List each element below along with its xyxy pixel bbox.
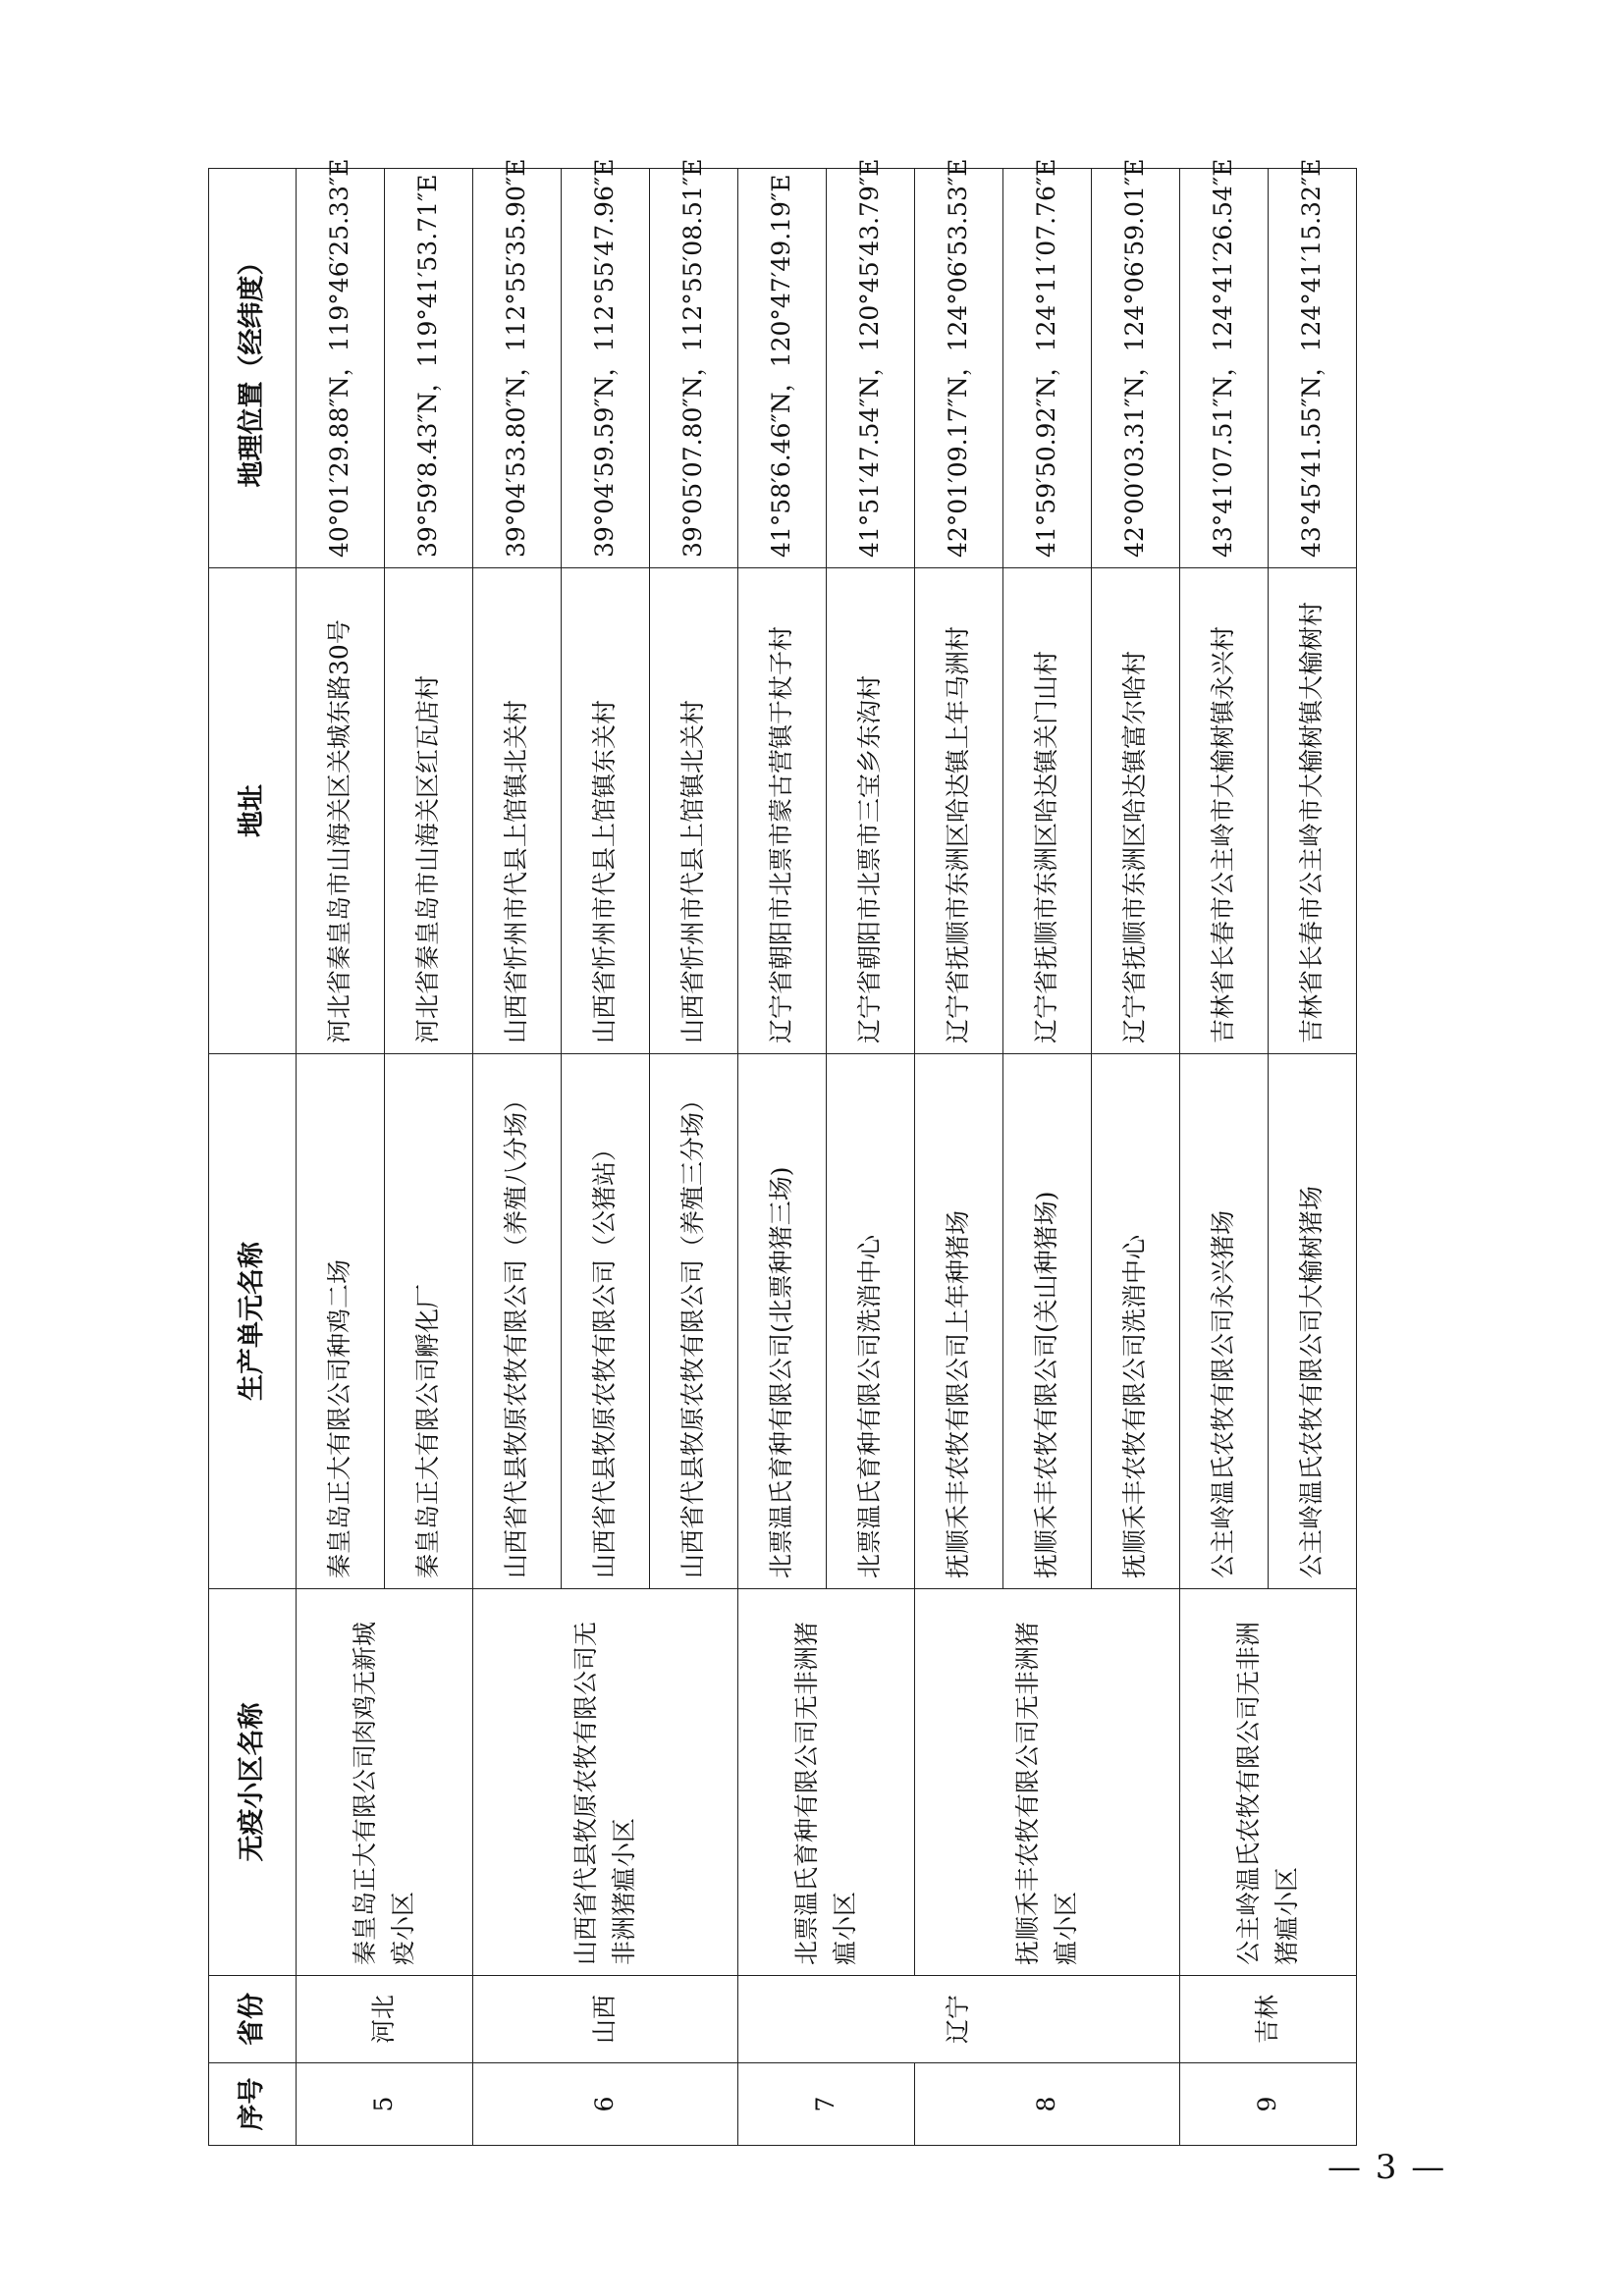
address-cell: 辽宁省朝阳市北票市三宝乡东沟村 bbox=[827, 568, 915, 1054]
header-zone-name: 无疫小区名称 bbox=[209, 1589, 297, 1976]
unit-name-cell: 公主岭温氏农牧有限公司大榆树猪场 bbox=[1269, 1054, 1357, 1589]
header-location: 地理位置（经纬度） bbox=[209, 169, 297, 568]
header-province: 省份 bbox=[209, 1976, 297, 2063]
unit-name-cell: 北票温氏育种有限公司洗消中心 bbox=[827, 1054, 915, 1589]
table-row bbox=[1180, 169, 1269, 2146]
zone-name-cell: 山西省代县牧原农牧有限公司无非洲猪瘟小区 bbox=[473, 1589, 738, 1976]
address-cell: 吉林省长春市公主岭市大榆树镇大榆树村 bbox=[1269, 568, 1357, 1054]
unit-name-cell: 山西省代县牧原农牧有限公司（养殖三分场） bbox=[650, 1054, 738, 1589]
location-cell: 42°00′03.31″N，124°06′59.01″E bbox=[1092, 169, 1180, 568]
address-cell: 山西省忻州市代县上馆镇北关村 bbox=[650, 568, 738, 1054]
seq-cell: 7 bbox=[738, 2063, 915, 2146]
location-cell: 40°01′29.88″N，119°46′25.33″E bbox=[297, 169, 385, 568]
location-cell: 39°05′07.80″N，112°55′08.51″E bbox=[650, 169, 738, 568]
location-cell: 41°59′50.92″N，124°11′07.76″E bbox=[1003, 169, 1092, 568]
address-cell: 辽宁省抚顺市东洲区哈达镇关门山村 bbox=[1003, 568, 1092, 1054]
address-cell: 山西省忻州市代县上馆镇东关村 bbox=[562, 568, 650, 1054]
header-unit-name: 生产单元名称 bbox=[209, 1054, 297, 1589]
address-cell: 山西省忻州市代县上馆镇北关村 bbox=[473, 568, 562, 1054]
province-cell: 河北 bbox=[297, 1976, 473, 2063]
address-cell: 辽宁省抚顺市东洲区哈达镇上年马洲村 bbox=[915, 568, 1003, 1054]
table-row bbox=[297, 169, 385, 2146]
unit-name-cell: 山西省代县牧原农牧有限公司（养殖八分场） bbox=[473, 1054, 562, 1589]
province-cell: 山西 bbox=[473, 1976, 738, 2063]
location-cell: 43°41′07.51″N，124°41′26.54″E bbox=[1180, 169, 1269, 568]
unit-name-cell: 秦皇岛正大有限公司孵化厂 bbox=[385, 1054, 473, 1589]
seq-cell: 5 bbox=[297, 2063, 473, 2146]
location-cell: 41°51′47.54″N，120°45′43.79″E bbox=[827, 169, 915, 568]
unit-name-cell: 抚顺禾丰农牧有限公司洗消中心 bbox=[1092, 1054, 1180, 1589]
unit-name-cell: 抚顺禾丰农牧有限公司(关山种猪场) bbox=[1003, 1054, 1092, 1589]
province-cell: 辽宁 bbox=[738, 1976, 1180, 2063]
location-cell: 41°58′6.46″N，120°47′49.19″E bbox=[738, 169, 827, 568]
rotated-table-wrapper bbox=[208, 158, 1357, 2146]
seq-cell: 8 bbox=[915, 2063, 1180, 2146]
address-cell: 河北省秦皇岛市山海关区关城东路30号 bbox=[297, 568, 385, 1054]
province-cell: 吉林 bbox=[1180, 1976, 1357, 2063]
table-header-row bbox=[209, 169, 297, 2146]
zone-name-cell: 秦皇岛正大有限公司肉鸡无新城疫小区 bbox=[297, 1589, 473, 1976]
unit-name-cell: 公主岭温氏农牧有限公司永兴猪场 bbox=[1180, 1054, 1269, 1589]
address-cell: 辽宁省抚顺市东洲区哈达镇富尔哈村 bbox=[1092, 568, 1180, 1054]
seq-cell: 6 bbox=[473, 2063, 738, 2146]
unit-name-cell: 秦皇岛正大有限公司种鸡二场 bbox=[297, 1054, 385, 1589]
header-seq: 序号 bbox=[209, 2063, 297, 2146]
address-cell: 辽宁省朝阳市北票市蒙古营镇于杖子村 bbox=[738, 568, 827, 1054]
address-cell: 吉林省长春市公主岭市大榆树镇永兴村 bbox=[1180, 568, 1269, 1054]
zone-name-cell: 公主岭温氏农牧有限公司无非洲猪瘟小区 bbox=[1180, 1589, 1357, 1976]
table-row bbox=[473, 169, 562, 2146]
location-cell: 39°04′59.59″N，112°55′47.96″E bbox=[562, 169, 650, 568]
table-row bbox=[738, 169, 827, 2146]
address-cell: 河北省秦皇岛市山海关区红瓦店村 bbox=[385, 568, 473, 1054]
location-cell: 39°04′53.80″N，112°55′35.90″E bbox=[473, 169, 562, 568]
page-number: — 3 — bbox=[1327, 2148, 1447, 2187]
unit-name-cell: 北票温氏育种有限公司(北票种猪三场) bbox=[738, 1054, 827, 1589]
disease-free-zone-table bbox=[208, 158, 1357, 2146]
location-cell: 39°59′8.43″N，119°41′53.71″E bbox=[385, 169, 473, 568]
unit-name-cell: 山西省代县牧原农牧有限公司（公猪站） bbox=[562, 1054, 650, 1589]
zone-name-cell: 北票温氏育种有限公司无非洲猪瘟小区 bbox=[738, 1589, 915, 1976]
seq-cell: 9 bbox=[1180, 2063, 1357, 2146]
table-row bbox=[915, 169, 1003, 2146]
location-cell: 43°45′41.55″N，124°41′15.32″E bbox=[1269, 169, 1357, 568]
header-address: 地址 bbox=[209, 568, 297, 1054]
zone-name-cell: 抚顺禾丰农牧有限公司无非洲猪瘟小区 bbox=[915, 1589, 1180, 1976]
unit-name-cell: 抚顺禾丰农牧有限公司上年种猪场 bbox=[915, 1054, 1003, 1589]
location-cell: 42°01′09.17″N，124°06′53.53″E bbox=[915, 169, 1003, 568]
